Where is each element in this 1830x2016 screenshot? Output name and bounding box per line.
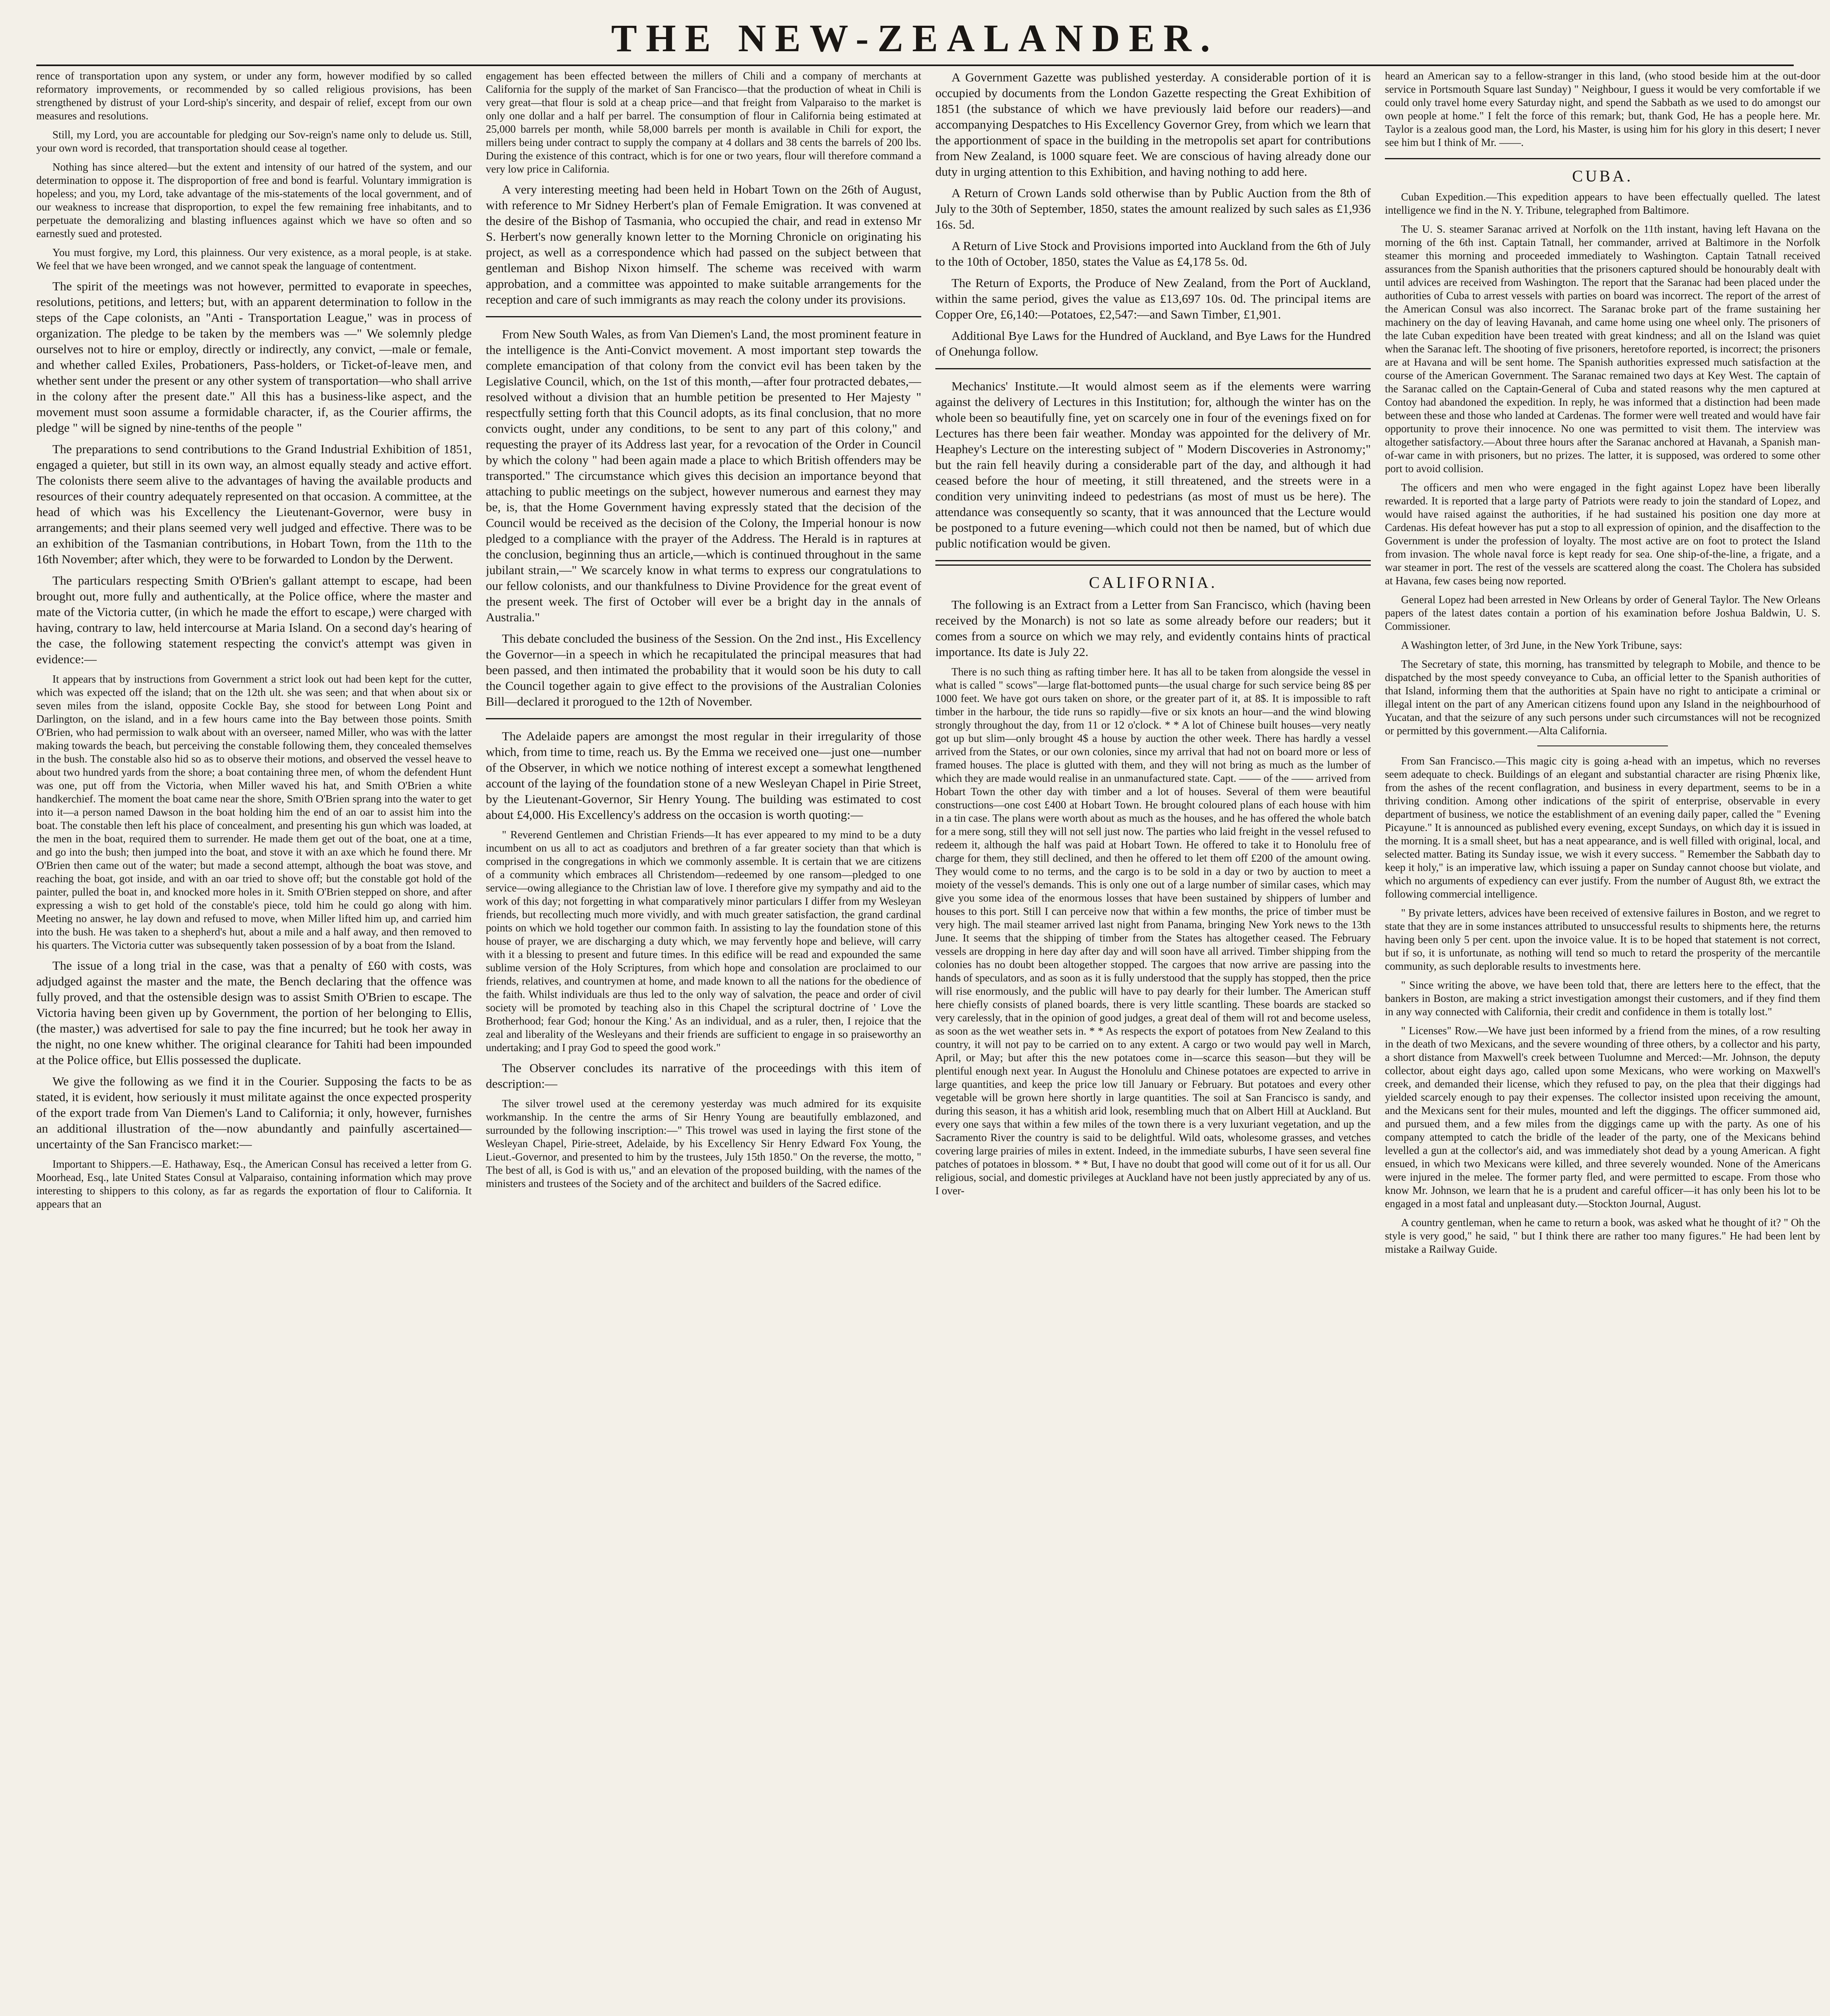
paragraph: General Lopez had been arrested in New Orleans by order of General Taylor. The New Orleans papers of the latest dates contain a portion of his examination before Joshua Baldwin, U. S. Commissioner. [1385,594,1820,632]
paragraph: " By private letters, advices have been received of extensive failures in Boston, and we regret to state that they are in some instances attributed to unsuccessful results to shipments here, the returns having been only 5 per cent. upon the invoice value. It is to be hoped that statement is not correct, but if so, it is unfortunate, as nothing will tend so much to retard the prosperity of the mercantile community, as such deplorable results to investments here. [1385,907,1820,972]
section-divider [486,316,921,317]
paragraph: Important to Shippers.—E. Hathaway, Esq., the American Consul has received a letter from G. Moorhead, Esq., late United States Consul at Valparaiso, containing information which may prove interesting to shippers to this colony, as far as regards the exportation of flour to California. It appears that an [36,1158,472,1210]
paragraph: A Washington letter, of 3rd June, in the New York Tribune, says: [1401,639,1682,651]
paragraph: There is no such thing as rafting timber here. It has all to be taken from alongside the vessel in what is called " scows"—large flat-bottomed punts—the usual charge for such service being 8$ per 1000 feet. We have got ours taken on shore, or the greater part of it, at 8$. It is impossible to raft timber in the harbour, the tide runs so rapidly—five or six knots an hour—and the wind blowing strongly throughout the day, from 11 or 12 o'clock. * * A lot of Chinese built houses—very neatly got up but slim—only brought 4$ a house by auction the other week. There has hardly a vessel arrived from the States, or our own colonies, since my arrival that had not on board more or less of framed houses. The place is glutted with them, and they will not bring as much as the lumber of which they are made would realise in an unmanufactured state. Capt. —— of the —— arrived from Hobart Town the other day with timber and a lot of houses. Several of them were beautiful constructions—one cost £400 at Hobart Town. He brought coloured plans of each house with him in a tin case. The plans were worth about as much as the houses, and he has offered the whole batch for a mere song, still they will not sell just now. The parties who laid freight in the vessel refused to redeem it, although the half was paid at Hobart Town. He offered to take it to Honolulu free of charge for them, they still declined, and then he offered to let them off £200 of the amount owing. They would come to no terms, and the cargo is to be sold in a day or two by auction to meet a moiety of the vessel's demands. This is only one out of a large number of similar cases, which may give you some idea of the enormous losses that have been sustained by shippers of lumber and houses to this port. Still I can perceive now that within a few months, the price of timber must be very high. The mail steamer arrived last night from Panama, bringing New York news to the 13th June. It seems that the shipping of timber from the States has altogether ceased. The February vessels are dropping in here day after day and will soon have all arrived. Timber shipping from the colonies has no doubt been altogether stopped. The cargoes that now arrive are passing into the hands of speculators, and as soon as it is fully understood that the supply has stopped, then the price will rise enormously, and the public will have to pay dearly for their lumber. The American stuff here chiefly consists of planed boards, there is very little scantling. These boards are stacked so very carelessly, that in the opinion of good judges, a great deal of them will rot and become useless, as soon as the wet weather sets in. * * As respects the export of potatoes from New Zealand to this country, it will not pay to be carried on to any extent. A cargo or two would pay well in March, April, or May; but after this the new potatoes come in—scarce this season—but they will be plentiful enough next year. In August the Honolulu and Chinese potatoes are expected to arrive in large quantities, and keep the price low till January or February. But potatoes and every other vegetable will be grown here shortly in large quantities. The soil at San Francisco is sandy, and during this season, it has a whitish arid look, resembling much that on Albert Hill at Auckland. But every one says that within a few miles of the town there is a very luxuriant vegetation, and up the Sacramento River the country is said to be delightful. Wild oats, wholesome grasses, and vetches covering large prairies of miles in extent. Indeed, in the immediate suburbs, I have seen several fine patches of potatoes in blossom. * * But, I have no doubt that good will come out of it for us all. Our religious, social, and domestic privileges at Auckland have not been justly appreciated by any of us. I over- [935,666,1371,1197]
paragraph: The spirit of the meetings was not however, permitted to evaporate in speeches, resolutions, petitions, and letters; but, with an apparent determination to follow in the steps of the Cape colonists, an "Anti - Transportation League," was in process of organization. The pledge to be taken by the members was —" We solemnly pledge ourselves not to hire or employ, directly or indirectly, any convict, —male or female, and whether called Exiles, Probationers, Pass-holders, or Ticket-of-leave men, and whether sent under the present or any other system of transportation—who shall arrive in the colony after the present date." All this has a business-like aspect, and the movement must soon assume a formidable character, if, as the Courier affirms, the pledge " will be signed by nine-tenths of the people " [36,279,472,435]
paragraph: Cuban Expedition.—This expedition appears to have been effectually quelled. The latest intelligence we find in the N. Y. Tribune, telegraphed from Baltimore. [1385,191,1820,216]
section-divider [935,368,1371,369]
column-4 [1385,69,1820,2016]
paragraph: A very interesting meeting had been held in Hobart Town on the 26th of August, with reference to Mr Sidney Herbert's plan of Female Emigration. It was convened at the desire of the Bishop of Tasmania, who occupied the chair, and read in extenso Mr S. Herbert's now generally known letter to the Morning Chronicle on originating his project, as well as a correspondence which had passed on the subject between that gentleman and Bishop Nixon himself. The scheme was received with warm approbation, and a committee was appointed to make suitable arrangements for the reception and care of such immigrants as may reach the colony under its provisions. [486,182,921,306]
paragraph: Additional Bye Laws for the Hundred of Auckland, and Bye Laws for the Hundred of Onehunga follow. [935,329,1371,358]
paragraph: Nothing has since altered—but the extent and intensity of our hatred of the system, and our determination to oppose it. The disproportion of free and bond is fearful. Voluntary immigration is hopeless; and you, my Lord, take advantage of the mis-statements of the local government, and of our weakness to increase that disproportion, to expel the few remaining free inhabitants, and to perpetuate the demoralizing and blasting influences against which we have so often and so earnestly sued and protested. [36,161,472,240]
section-heading-cuba: CUBA. [1572,167,1633,185]
paragraph: The Secretary of state, this morning, has transmitted by telegraph to Mobile, and thence to be dispatched by the most speedy conveyance to Cuba, an official letter to the Spanish authorities of that Island, informing them that the authorities at Spain have no right to anticipate a criminal or illegal intent on the part of any American citizens found upon any Island in the neighbourhood of Yucatan, and that the seizure of any such persons under such circumstances will not be recognized or permitted by this government.—Alta California. [1385,658,1820,737]
column-1 [36,69,472,2016]
paragraph: The Observer concludes its narrative of the proceedings with this item of description:— [486,1061,921,1091]
paragraph: engagement has been effected between the millers of Chili and a company of merchants at California for the supply of the market of San Francisco—that the production of wheat in Chili is very great—that flour is sold at a cheap price—and that freight from Valparaiso to the market is only one dollar and a half per barrel. The consumption of flour in California being estimated at 25,000 barrels per month, while 58,000 barrels per month is available in Chili for export, the millers being under contract to supply the company at 4 dollars and 38 cents the barrels of 200 lbs. During the existence of this contract, which is for one or two years, flour will therefore command a very low price in California. [486,70,921,175]
paragraph: We give the following as we find it in the Courier. Supposing the facts to be as stated, it is evident, how seriously it must militate against the once expected prosperity of the export trade from Van Diemen's Land to California; it only, however, furnishes an additional illustration of the—now abundantly and painfully ascertained—uncertainty of the San Francisco market:— [36,1074,472,1151]
masthead-rule [36,65,1794,66]
paragraph: The Adelaide papers are amongst the most regular in their irregularity of those which, from time to time, reach us. By the Emma we received one—just one—number of the Observer, in which we notice nothing of interest except a somewhat lengthened account of the laying of the foundation stone of a new Wesleyan Chapel in Pirie Street, by the Lieutenant-Governor, Sir Henry Young. The building was estimated to cost about £4,000. His Excellency's address on the occasion is worth quoting:— [486,729,921,822]
paragraph: Mechanics' Institute.—It would almost seem as if the elements were warring against the delivery of Lectures in this Institution; for, although the winter has on the whole been so beautifully fine, yet on scarcely one in four of the evenings fixed on for Lectures has there been fair weather. Monday was appointed for the delivery of Mr. Heaphey's Lecture on the interesting subject of " Modern Discoveries in Astronomy;" but the rain fell heavily during a considerable part of the day, and although it had ceased before the hour of meeting, it still threatened, and the streets were in a condition very uninviting indeed to pedestrians (as most of must us be here). The attendance was consequently so scanty, that it was announced that the Lecture would be postponed to a future evening—which could not then be named, but of which due public notification would be given. [935,379,1371,550]
paragraph: You must forgive, my Lord, this plainness. Our very existence, as a moral people, is at stake. We feel that we have been wronged, and we cannot speak the language of contentment. [36,246,472,272]
paragraph: Still, my Lord, you are accountable for pledging our Sov-reign's name only to delude us. Still, your own word is recorded, that transportation should cease al together. [36,129,472,154]
column-3 [935,69,1371,2016]
section-divider [486,718,921,719]
paragraph: From New South Wales, as from Van Diemen's Land, the most prominent feature in the intelligence is the Anti-Convict movement. A most important step towards the complete emancipation of that colony from the convict evil has been taken by the Legislative Council, which, on the 1st of this month,—after four protracted debates,—resolved without a division that an humble petition be presented to Her Majesty " respectfully setting forth that this Council adopts, as its final conclusion, that no more convicts ought, under any conditions, to be sent to any part of this colony," and requesting the prayer of its Address last year, for a revocation of the Order in Council by which the colony " had been again made a place to which British offenders may be transported." The circumstance which gives this decision an importance beyond that attaching to public meetings on the subject, however numerous and earnest they may be, is, that the Home Government having expressly stated that the decision of the Council would be received as the decision of the Colony, the Imperial honour is now pledged to a compliance with the prayer of the Address. The Herald is in raptures at the conclusion, beginning thus an article,—which is continued throughout in the same jubilant strain,—" We scarcely know in what terms to express our congratulations to our fellow colonists, and our thankfulness to Divine Providence for the great event of the present week. The first of October will ever be a bright day in the annals of Australia." [486,327,921,624]
paragraph: This debate concluded the business of the Session. On the 2nd inst., His Excellency the Governor—in a speech in which he recapitulated the principal measures that had been passed, and then intimated the probability that it would soon be his duty to call the Council together again to give effect to the provisions of the Australian Colonies Bill—declared it prorogued to the 12th of November. [486,631,921,708]
masthead: THE NEW-ZEALANDER. [611,17,1219,60]
paragraph: The Return of Exports, the Produce of New Zealand, from the Port of Auckland, within the same period, gives the value as £13,697 10s. 0d. The principal items are Copper Ore, £6,140:—Potatoes, £2,547:—and Sawn Timber, £1,901. [935,276,1371,321]
paragraph: " Reverend Gentlemen and Christian Friends—It has ever appeared to my mind to be a duty incumbent on us all to act as coadjutors and brethren of a far greater society than that which is comprised in the congregations in which we commonly assemble. It is certain that we are citizens of a community which embraces all Christendom—redeemed by one ransom—pledged to one service—owing allegiance to the Christian law of love. I therefore give my sympathy and aid to the work of this day; not forgetting in what comparatively minor particulars I differ from my Wesleyan friends, but recollecting much more vividly, and with much greater satisfaction, the grand cardinal points on which we hold together our common faith. In assisting to lay the foundation stone of this house of prayer, we are discharging a duty which, we may fervently hope and believe, will carry with it a blessing to present and future times. In this edifice will be read and expounded the same sublime version of the Holy Scriptures, from which hope and consolation are proclaimed to our friends, relatives, and countrymen at home, and made known to all the nations for the obedience of the faith. Whilst individuals are thus led to the only way of salvation, the peace and order of civil society will be promoted by teaching also in this Chapel the scriptural doctrine of ' Love the Brotherhood; fear God; honour the King.' As an individual, and as a ruler, then, I rejoice that the zeal and liberality of the Wesleyans and their friends are sufficient to engage in so praiseworthy an undertaking; and I pray God to speed the good work." [486,829,921,1054]
paragraph: The issue of a long trial in the case, was that a penalty of £60 with costs, was adjudged against the master and the mate, the Bench declaring that the offence was fully proved, and that the ostensible design was to assist Smith O'Brien to escape. The Victoria having been given up by Government, the portion of her belonging to Ellis, (the master,) was advertised for sale to pay the fine incurred; but he took her away in the night, no one knew whither. The original clearance for Tahiti had been impounded at the Police office, but Ellis possessed the duplicate. [36,958,472,1067]
paragraph: rence of transportation upon any system, or under any form, however modified by so called reformatory improvements, or recommended by so called religious provisions, has been strengthened by distrust of your Lord-ship's sincerity, and despair of relief, except from our own measures and resolutions. [36,70,472,122]
paragraph: The officers and men who were engaged in the fight against Lopez have been liberally rewarded. It is reported that a large party of Patriots were ready to join the standard of Lopez, and would have raised against the authorities, if he had sustained his position one day more at Cardenas. His defeat however has put a stop to all expression of opinion, and the disaffection to the Government is under the profession of loyalty. The most active are on foot to protect the Island from invasion. The whole naval force is kept ready for sea. One ship-of-the-line, a frigate, and a war steamer in port. The rest of the vessels are scattered along the coast. The Cholera has subsided at Havana, few cases being now reported. [1385,481,1820,587]
paragraph: A Return of Live Stock and Provisions imported into Auckland from the 6th of July to the 10th of October, 1850, states the Value as £4,178 5s. 0d. [935,239,1371,269]
paragraph: The silver trowel used at the ceremony yesterday was much admired for its exquisite workmanship. In the centre the arms of Sir Henry Young are beautifully emblazoned, and surrounded by the following inscription:—" This trowel was used in laying the first stone of the Wesleyan Chapel, Pirie-street, Adelaide, by his Excellency Sir Henry Edward Fox Young, the Lieut.-Governor, and presented to him by the trustees, July 15th 1850." On the reverse, the motto, " The best of all, is God is with us," and an elevation of the proposed building, with the names of the ministers and trustees of the Society and of the architect and builders of the Sacred edifice. [486,1098,921,1189]
section-heading-california: CALIFORNIA. [1089,573,1218,591]
section-divider [1385,158,1820,159]
paragraph: From San Francisco.—This magic city is going a-head with an impetus, which no reverses seem adequate to check. Buildings of an elegant and substantial character are rising Phœnix like, from the ashes of the recent conflagration, and business in every department, seems to be in a thriving condition. Among other indications of the spirit of enterprise, observable in every department of business, we notice the establishment of an evening daily paper, called the " Evening Picayune." It is announced as published every evening, except Sundays, on which day it is issued in the morning. It is a small sheet, but has a neat appearance, and is well filled with original, local, and selected matter. Bating its Sunday issue, we wish it every success. " Remember the Sabbath day to keep it holy," is an imperative law, which issuing a paper on Sunday cannot choose but violate, and which no arguments of expediency can ever justify. From the number of August 8th, we extract the following commercial intelligence. [1385,755,1820,900]
columns [36,69,1820,2016]
paragraph: The particulars respecting Smith O'Brien's gallant attempt to escape, had been brought out, more fully and authentically, at the Police office, where the master and mate of the Victoria cutter, (in which he made the effort to escape,) were charged with having, contrary to law, held intercourse at Maria Island. On a second day's hearing of the case, the following statement respecting the convict's attempt was given in evidence:— [36,573,472,666]
paragraph: heard an American say to a fellow-stranger in this land, (who stood beside him at the out-door service in Portsmouth Square last Sunday) " Neighbour, I guess it would be very comfortable if we could only travel home every Saturday night, and spend the Sabbath as we used to do amongst our own people at home." I felt the force of this remark; but, thank God, He has a people here. Mr. Taylor is a zealous good man, the Lord, his Master, is using him for his glory in this desert; I never see him but I think of Mr. ——. [1385,70,1820,148]
paragraph: " Licenses" Row.—We have just been informed by a friend from the mines, of a row resulting in the death of two Mexicans, and the severe wounding of three others, by a collector and his party, a short distance from Maxwell's creek between Tuolumne and Merced:—Mr. Johnson, the deputy collector, about eight days ago, called upon some Mexicans, who were working on Maxwell's creek, and demanded their license, which they refused to pay, on the plea that their diggings had yielded scarcely enough to pay their expenses. The collector insisted upon receiving the amount, and the Mexicans sent for their mules, mounted and left the diggings. The officer summoned aid, and pursued them, and a few miles from the diggings came up with the party. As one of his company attempted to catch the bridle of the leader of the party, one of the Mexicans behind levelled a gun at the collector's aid, and was immediately shot dead by a young American. A fight ensued, in which two Mexicans were killed, and three severely wounded. None of the Americans were injured in the melee. The former party fled, and were permitted to escape. From those who know Mr. Johnson, we learn that he is a prudent and careful officer—it has only been his lot to be engaged in a most fatal and unpleasant duty.—Stockton Journal, August. [1385,1025,1820,1210]
column-2 [486,69,921,2016]
paragraph: The preparations to send contributions to the Grand Industrial Exhibition of 1851, engaged a quieter, but still in its own way, an almost equally steady and active effort. The colonists there seem alive to the advantages of having the available products and resources of their country adequately represented on that occasion. A committee, at the head of which was his Excellency the Lieutenant-Governor, were busy in arrangements; and their plans seemed very well judged and effective. There was to be an exhibition of the Tasmanian contributions, in Hobart Town, from the 11th to the 16th November; after which, they were to be forwarded to London by the Derwent. [36,442,472,566]
paragraph: " Since writing the above, we have been told that, there are letters here to the effect, that the bankers in Boston, are making a strict investigation amongst their customers, and if they find them in any way connected with California, their credit and confidence in them is totally lost." [1385,979,1820,1018]
paragraph: A Government Gazette was published yesterday. A considerable portion of it is occupied by documents from the London Gazette respecting the Great Exhibition of 1851 (the substance of which we have previously laid before our readers)—and accompanying Despatches to His Excellency Governor Grey, from which we learn that the apportionment of space in the building in the metropolis set apart for contributions from New Zealand, is 1000 square feet. We are conscious of having already done our duty in urging attention to this Exhibition, and having nothing to add here. [935,70,1371,179]
paragraph: The following is an Extract from a Letter from San Francisco, which (having been received by the Monarch) is not so late as some already before our readers; but it comes from a source on which we may rely, and evidently contains hints of practical importance. Its date is July 22. [935,598,1371,659]
section-divider [935,560,1371,566]
paragraph: It appears that by instructions from Government a strict look out had been kept for the cutter, which was expected off the island; that on the 12th ult. she was seen; and that when about six or seven miles from the island, opposite Cockle Bay, she stood for between Long Point and Darlington, on the island, and in a few hours came into the Bay between those points. Smith O'Brien, who had permission to walk about with an overseer, named Miller, who was with the latter making towards the beach, but perceiving the constable following them, they concealed themselves in the bush. The constable also hid so as to observe their motions, and observed the vessel heave to about two hundred yards from the shore; a boat containing three men, of whom the defendent Hunt was one, put off from the Victoria, when Miller waved his hat, and Smith O'Brien a white handkerchief. The moment the boat came near the shore, Smith O'Brien sprang into the water to get into it—a person named Dawson in the boat holding him the end of an oar to assist him into the boat. The constable then left his place of concealment, and presenting his gun which was loaded, at the men in the boat, required them to surrender. He made them get out of the boat, one at a time, and go into the bush; then jumped into the boat, and stove it with an axe which he found there. Mr O'Brien then came out of the water; but made a second attempt, although the boat was stove, and reaching the boat, got inside, and with an oar tried to shove off; but the constable got hold of the painter, pulled the boat in, and knocked more holes in it. Smith O'Brien stepped on shore, and after expressing a wish to get hold of the constable's piece, told him he could go along with him. Meeting no answer, he lay down and refused to move, when Miller lifted him up, and carried him into the bush. He was taken to a shepherd's hut, about a mile and a half away, and then removed to his quarters. The Victoria cutter was subsequently taken possession of by a boat from the Island. [36,673,472,951]
paragraph: A country gentleman, when he came to return a book, was asked what he thought of it? " Oh the style is very good," he said, " but I think there are rather too many figures." He had been lent by mistake a Railway Guide. [1385,1216,1820,1255]
paragraph: The U. S. steamer Saranac arrived at Norfolk on the 11th instant, having left Havana on the morning of the 6th inst. Captain Tatnall, her commander, arrived at Baltimore in the Norfolk steamer this morning and proceeded immediately to Washington. Captain Tatnall received assurances from the Spanish authorities that the prisoners captured should be honourably dealt with until advices are received from Washington. The report that the Saranac had been placed under the authorities of Cuba to arrest vessels with parties on board was incorrect. The report of the arrest of the American Consul was also incorrect. The Saranac broke part of the frame sustaining her machinery on the day of leaving Havanah, and came home using one wheel only. The prisoners of the late Cuban expedition have been treated with great kindness; and all on the Island was quiet when the Saranac left. The shooting of five prisoners, heretofore reported, is incorrect; the prisoners are at Havana and will be sent home. The Spanish authorities expressed much satisfaction at the course of the American Government. The Saranac remained two days at Key West. The captain of the Saranac called on the Captain-General of Cuba and stated reasons why the men captured at Contoy had abandoned the expedition. In reply, he was informed that a distinction had been made between these and those who landed at Cardenas. The former were well treated and would have fair opportunity to prove their innocence. No one was permitted to visit them. The interview was altogether satisfactory.—About three hours after the Saranac anchored at Havanah, a Spanish man-of-war came in with prisoners, but no prizes. The latter, it is supposed, was ordered to some other port to avoid collision. [1385,223,1820,475]
paragraph: A Return of Crown Lands sold otherwise than by Public Auction from the 8th of July to the 30th of September, 1850, states the amount realized by such sales as £1,936 16s. 5d. [935,186,1371,231]
